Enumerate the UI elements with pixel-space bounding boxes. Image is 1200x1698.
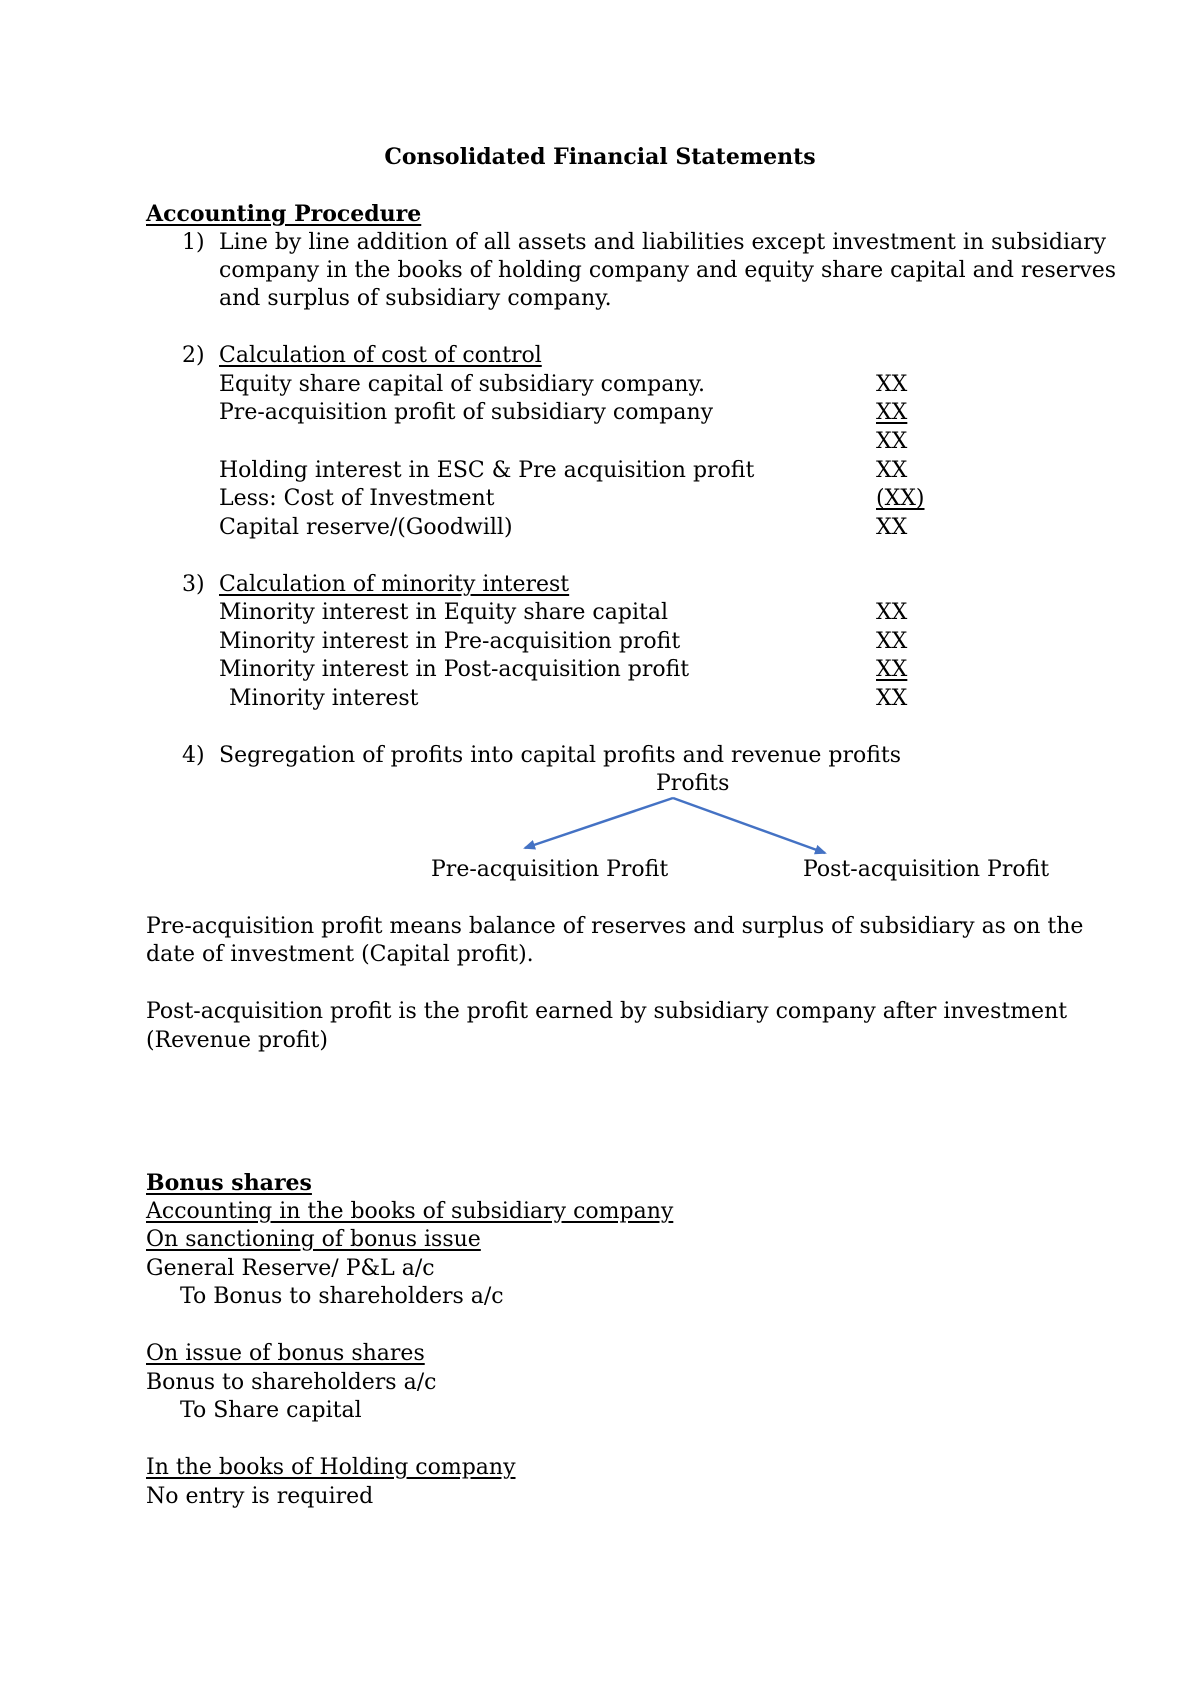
cost-of-control-value: XX	[876, 515, 908, 540]
procedure-heading: Accounting Procedure	[146, 201, 422, 227]
step-1-line: company in the books of holding company and equity share capital and reserves	[219, 258, 1117, 283]
diagram-root-label: Profits	[656, 771, 730, 796]
holding-books-heading: In the books of Holding company	[146, 1455, 516, 1480]
sanction-credit-entry: To Bonus to shareholders a/c	[180, 1284, 504, 1309]
minority-interest-total-value: XX	[876, 686, 908, 711]
arrow-to-pre-acquisition	[525, 798, 673, 848]
cost-of-control-value: (XX)	[876, 486, 925, 511]
cost-of-control-label: Less: Cost of Investment	[219, 486, 495, 511]
minority-interest-label: Minority interest in Equity share capital	[219, 600, 668, 625]
cost-of-control-value: XX	[876, 400, 908, 425]
issue-debit-entry: Bonus to shareholders a/c	[146, 1370, 437, 1395]
issue-heading: On issue of bonus shares	[146, 1341, 425, 1366]
cost-of-control-label: Pre-acquisition profit of subsidiary company	[219, 400, 714, 425]
cost-of-control-value: XX	[876, 372, 908, 397]
step-4-text: Segregation of profits into capital profits and revenue profits	[219, 743, 902, 768]
step-1-line: and surplus of subsidiary company.	[219, 286, 612, 311]
step-1-number: 1)	[182, 230, 205, 255]
pre-acquisition-definition: Pre-acquisition profit means balance of reserves and surplus of subsidiary as on the	[146, 914, 1084, 939]
minority-interest-total-label: Minority interest	[229, 686, 419, 711]
minority-interest-label: Minority interest in Post-acquisition profit	[219, 657, 690, 682]
cost-of-control-label: Equity share capital of subsidiary company.	[219, 372, 705, 397]
cost-of-control-heading: Calculation of cost of control	[219, 343, 542, 368]
minority-interest-value: XX	[876, 600, 908, 625]
minority-interest-value: XX	[876, 657, 908, 682]
step-2-number: 2)	[182, 343, 205, 368]
minority-interest-label: Minority interest in Pre-acquisition profit	[219, 629, 681, 654]
diagram-left-label: Pre-acquisition Profit	[431, 857, 669, 882]
step-3-number: 3)	[182, 572, 205, 597]
cost-of-control-label: Capital reserve/(Goodwill)	[219, 515, 513, 540]
pre-acquisition-definition: date of investment (Capital profit).	[146, 942, 534, 967]
sanction-heading: On sanctioning of bonus issue	[146, 1227, 481, 1252]
step-1-line: Line by line addition of all assets and liabilities except investment in subsidiary	[219, 230, 1107, 255]
arrow-to-post-acquisition	[673, 798, 825, 853]
issue-credit-entry: To Share capital	[180, 1398, 362, 1423]
post-acquisition-definition: (Revenue profit)	[146, 1028, 328, 1053]
bonus-shares-heading: Bonus shares	[146, 1170, 312, 1196]
cost-of-control-label: Holding interest in ESC & Pre acquisition profit	[219, 458, 755, 483]
page-title: Consolidated Financial Statements	[384, 144, 816, 170]
post-acquisition-definition: Post-acquisition profit is the profit earned by subsidiary company after investment	[146, 999, 1068, 1024]
sanction-debit-entry: General Reserve/ P&L a/c	[146, 1256, 435, 1281]
cost-of-control-value: XX	[876, 458, 908, 483]
minority-interest-heading: Calculation of minority interest	[219, 572, 570, 597]
holding-books-text: No entry is required	[146, 1484, 374, 1509]
step-4-number: 4)	[182, 743, 205, 768]
subsidiary-books-heading: Accounting in the books of subsidiary company	[146, 1199, 674, 1224]
cost-of-control-value: XX	[876, 429, 908, 454]
diagram-right-label: Post-acquisition Profit	[803, 857, 1050, 882]
minority-interest-value: XX	[876, 629, 908, 654]
